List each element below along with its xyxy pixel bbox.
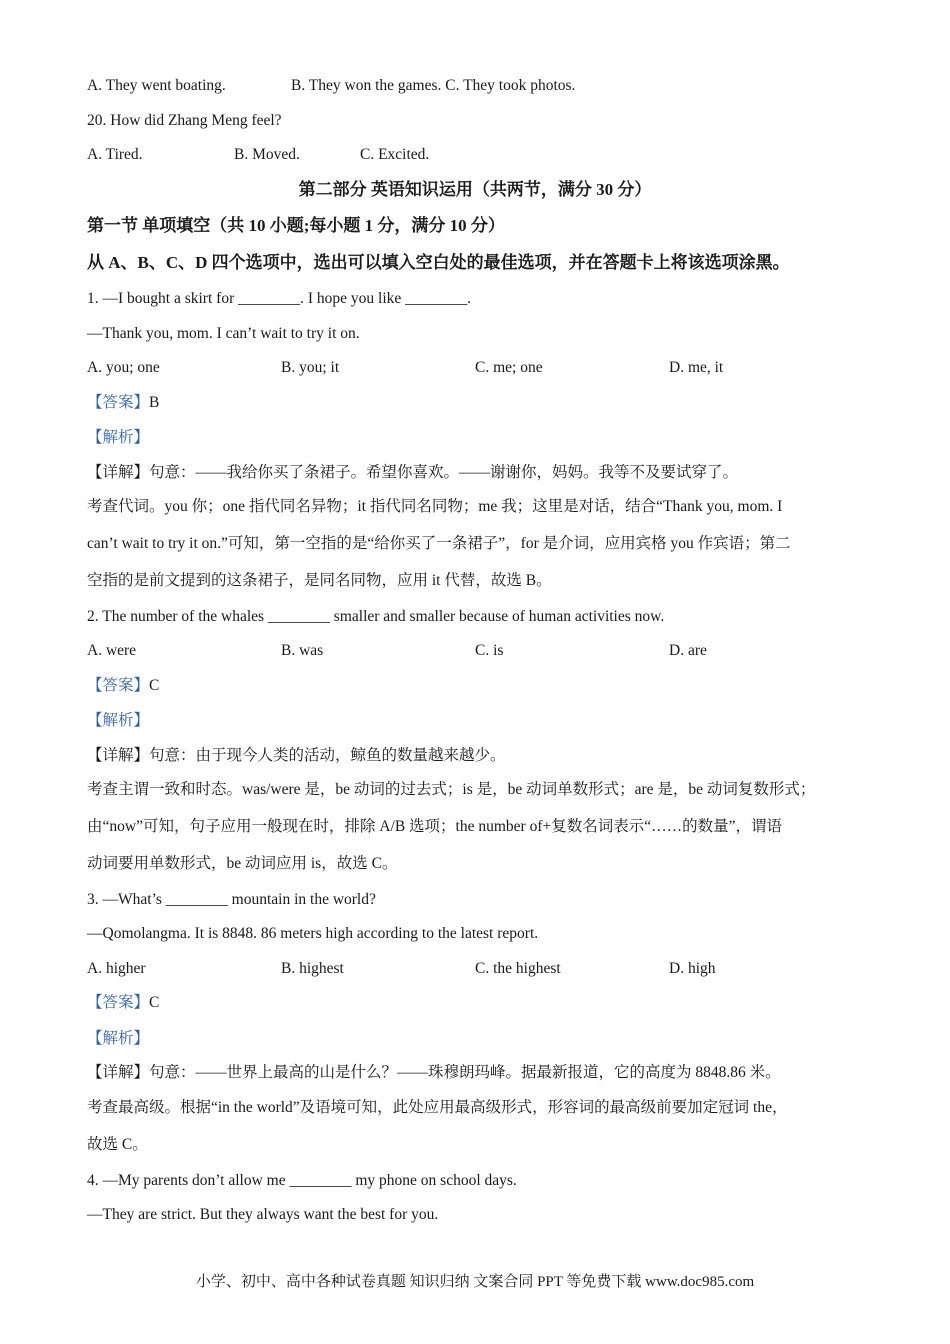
q3-detail-text: 句意：——世界上最高的山是什么？——珠穆朗玛峰。据最新报道，它的高度为 8848.86 米。	[149, 1064, 781, 1081]
q2-stem: 2. The number of the whales ________ smaller and smaller because of human activities now.	[87, 608, 665, 625]
q1-detail	[87, 463, 738, 483]
q2-answer	[87, 676, 159, 696]
analysis-label: 【解析】	[87, 1030, 150, 1047]
detail-label: 【详解】	[87, 464, 150, 481]
detail-label: 【详解】	[87, 747, 150, 764]
q2-explain-line2: 由“now”可知，句子应用一般现在时，排除 A/B 选项；the number of+复数名词表示“……的数量”，谓语	[87, 818, 782, 835]
q19-option-a: A. They went boating.	[87, 77, 226, 94]
q1-stem-line2: —Thank you, mom. I can’t wait to try it on.	[87, 325, 360, 342]
q1-detail-text: 句意：——我给你买了条裙子。希望你喜欢。——谢谢你，妈妈。我等不及要试穿了。	[149, 464, 739, 481]
answer-label: 【答案】	[87, 394, 150, 411]
q1-answer	[87, 393, 159, 413]
q1-option-c: C. me; one	[475, 359, 543, 376]
q3-option-b: B. highest	[281, 960, 344, 977]
q1-option-a: A. you; one	[87, 359, 160, 376]
page-footer: 小学、初中、高中各种试卷真题 知识归纳 文案合同 PPT 等免费下载 www.doc985.com	[195, 1274, 755, 1290]
q20-option-c: C. Excited.	[360, 146, 430, 163]
q3-explain-line2: 故选 C。	[87, 1136, 148, 1153]
q2-answer-value: C	[149, 677, 160, 694]
q2-analysis	[87, 711, 149, 731]
q3-stem-line2: —Qomolangma. It is 8848. 86 meters high according to the latest report.	[87, 925, 539, 942]
q1-stem-line1: 1. —I bought a skirt for ________. I hope you like ________.	[87, 290, 472, 307]
q20-stem: 20. How did Zhang Meng feel?	[87, 112, 282, 129]
instruction: 从 A、B、C、D 四个选项中，选出可以填入空白处的最佳选项，并在答题卡上将该选项涂黑。	[87, 253, 790, 272]
q2-option-a: A. were	[87, 642, 137, 659]
q3-explain-line1: 考查最高级。根据“in the world”及语境可知，此处应用最高级形式，形容词的最高级前要加定冠词 the，	[87, 1099, 788, 1116]
q1-explain-line3: 空指的是前文提到的这条裙子，是同名同物，应用 it 代替，故选 B。	[87, 572, 552, 589]
q20-option-a: A. Tired.	[87, 146, 143, 163]
q2-explain-line3: 动词要用单数形式，be 动词应用 is，故选 C。	[87, 855, 398, 872]
q2-option-d: D. are	[669, 642, 707, 659]
q3-answer-value: C	[149, 994, 160, 1011]
q3-analysis	[87, 1029, 149, 1049]
detail-label: 【详解】	[87, 1064, 150, 1081]
q2-option-c: C. is	[475, 642, 504, 659]
q19-option-bc: B. They won the games. C. They took photos.	[291, 77, 576, 94]
q1-option-d: D. me, it	[669, 359, 724, 376]
q3-option-d: D. high	[669, 960, 716, 977]
q1-analysis	[87, 428, 149, 448]
answer-label: 【答案】	[87, 677, 150, 694]
q3-option-c: C. the highest	[475, 960, 561, 977]
analysis-label: 【解析】	[87, 712, 150, 729]
analysis-label: 【解析】	[87, 429, 150, 446]
answer-label: 【答案】	[87, 994, 150, 1011]
q2-detail	[87, 746, 506, 766]
q1-option-b: B. you; it	[281, 359, 340, 376]
part2-title: 第二部分 英语知识运用（共两节，满分 30 分）	[298, 180, 652, 199]
section1-title: 第一节 单项填空（共 10 小题;每小题 1 分，满分 10 分）	[87, 216, 505, 235]
q4-stem-line1: 4. —My parents don’t allow me ________ my phone on school days.	[87, 1172, 517, 1189]
q3-stem-line1: 3. —What’s ________ mountain in the world?	[87, 891, 376, 908]
q3-detail	[87, 1063, 781, 1083]
q2-explain-line1: 考查主谓一致和时态。was/were 是，be 动词的过去式；is 是，be 动词单数形式；are 是，be 动词复数形式；	[87, 781, 816, 798]
q1-explain-line2: can’t wait to try it on.”可知，第一空指的是“给你买了一条裙子”，for 是介词，应用宾格 you 作宾语；第二	[87, 535, 791, 552]
q1-explain-line1: 考查代词。you 你；one 指代同名异物；it 指代同名同物；me 我；这里是对话，结合“Thank you, mom. I	[87, 498, 783, 515]
q3-option-a: A. higher	[87, 960, 146, 977]
q4-stem-line2: —They are strict. But they always want the best for you.	[87, 1206, 439, 1223]
q2-option-b: B. was	[281, 642, 324, 659]
q3-answer	[87, 993, 159, 1013]
q2-detail-text: 句意：由于现今人类的活动，鲸鱼的数量越来越少。	[149, 747, 506, 764]
q20-option-b: B. Moved.	[234, 146, 300, 163]
q1-answer-value: B	[149, 394, 160, 411]
